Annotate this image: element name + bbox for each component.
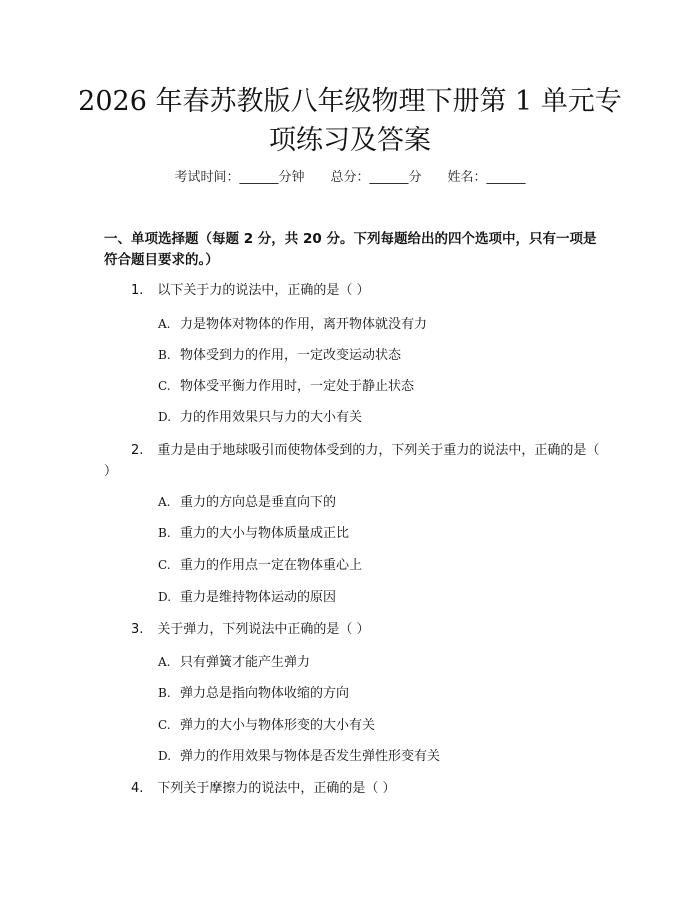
option-letter: B. [158,526,171,540]
question-stem: 以下关于力的说法中，正确的是（ ） [157,283,370,298]
option-1a [158,315,427,334]
option-letter: C. [158,558,171,572]
question-number: 2. [131,443,144,458]
exam-meta-line [0,169,700,187]
question-stem: 重力是由于地球吸引而使物体受到的力，下列关于重力的说法中，正确的是（ ） [104,443,600,479]
option-letter: C. [158,718,171,732]
option-3d [158,747,440,766]
page-title-line-2: 项练习及答案 [269,125,431,156]
option-text: 弹力的大小与物体形变的大小有关 [180,718,376,733]
question-2 [104,440,604,482]
question-4 [104,778,604,799]
option-text: 重力的作用点一定在物体重心上 [180,558,363,573]
option-1c [158,377,414,396]
page-title-line-1: 2026 年春苏教版八年级物理下册第 1 单元专 [78,86,622,117]
option-3c [158,716,375,735]
question-stem: 关于弹力，下列说法中正确的是（ ） [157,622,370,637]
question-3 [104,619,604,640]
exam-time-field: 考试时间：______分钟 [174,170,305,185]
option-letter: C. [158,379,171,393]
option-letter: A. [158,655,171,669]
option-1b [158,346,401,365]
option-text: 力的作用效果只与力的大小有关 [180,410,363,425]
option-text: 物体受到力的作用，一定改变运动状态 [180,348,402,363]
option-1d [158,408,362,427]
question-1 [104,280,604,301]
option-3a [158,653,310,672]
option-2b [158,524,349,543]
option-3b [158,684,349,703]
question-stem: 下列关于摩擦力的说法中，正确的是（ ） [157,781,396,796]
option-letter: D. [158,590,172,604]
option-text: 力是物体对物体的作用，离开物体就没有力 [180,317,428,332]
option-text: 物体受平衡力作用时，一定处于静止状态 [180,379,415,394]
name-field: 姓名：______ [447,170,526,185]
section-heading-single-choice: 一、单项选择题（每题 2 分，共 20 分。下列每题给出的四个选项中，只有一项是符合题目要求的。） [104,231,597,268]
total-score-field: 总分：______分 [330,170,422,185]
question-number: 1. [131,283,144,298]
option-letter: B. [158,686,171,700]
option-text: 重力是维持物体运动的原因 [180,590,337,605]
option-letter: D. [158,749,172,763]
option-text: 弹力的作用效果与物体是否发生弹性形变有关 [180,749,441,764]
option-2a [158,493,336,512]
option-2d [158,588,336,607]
question-number: 3. [131,622,144,637]
option-text: 重力的方向总是垂直向下的 [180,495,337,510]
option-2c [158,556,362,575]
option-letter: A. [158,317,171,331]
option-text: 弹力总是指向物体收缩的方向 [180,686,350,701]
question-number: 4. [131,781,144,796]
option-letter: B. [158,348,171,362]
option-letter: D. [158,410,172,424]
option-text: 重力的大小与物体质量成正比 [180,526,350,541]
option-text: 只有弹簧才能产生弹力 [180,655,311,670]
option-letter: A. [158,495,171,509]
